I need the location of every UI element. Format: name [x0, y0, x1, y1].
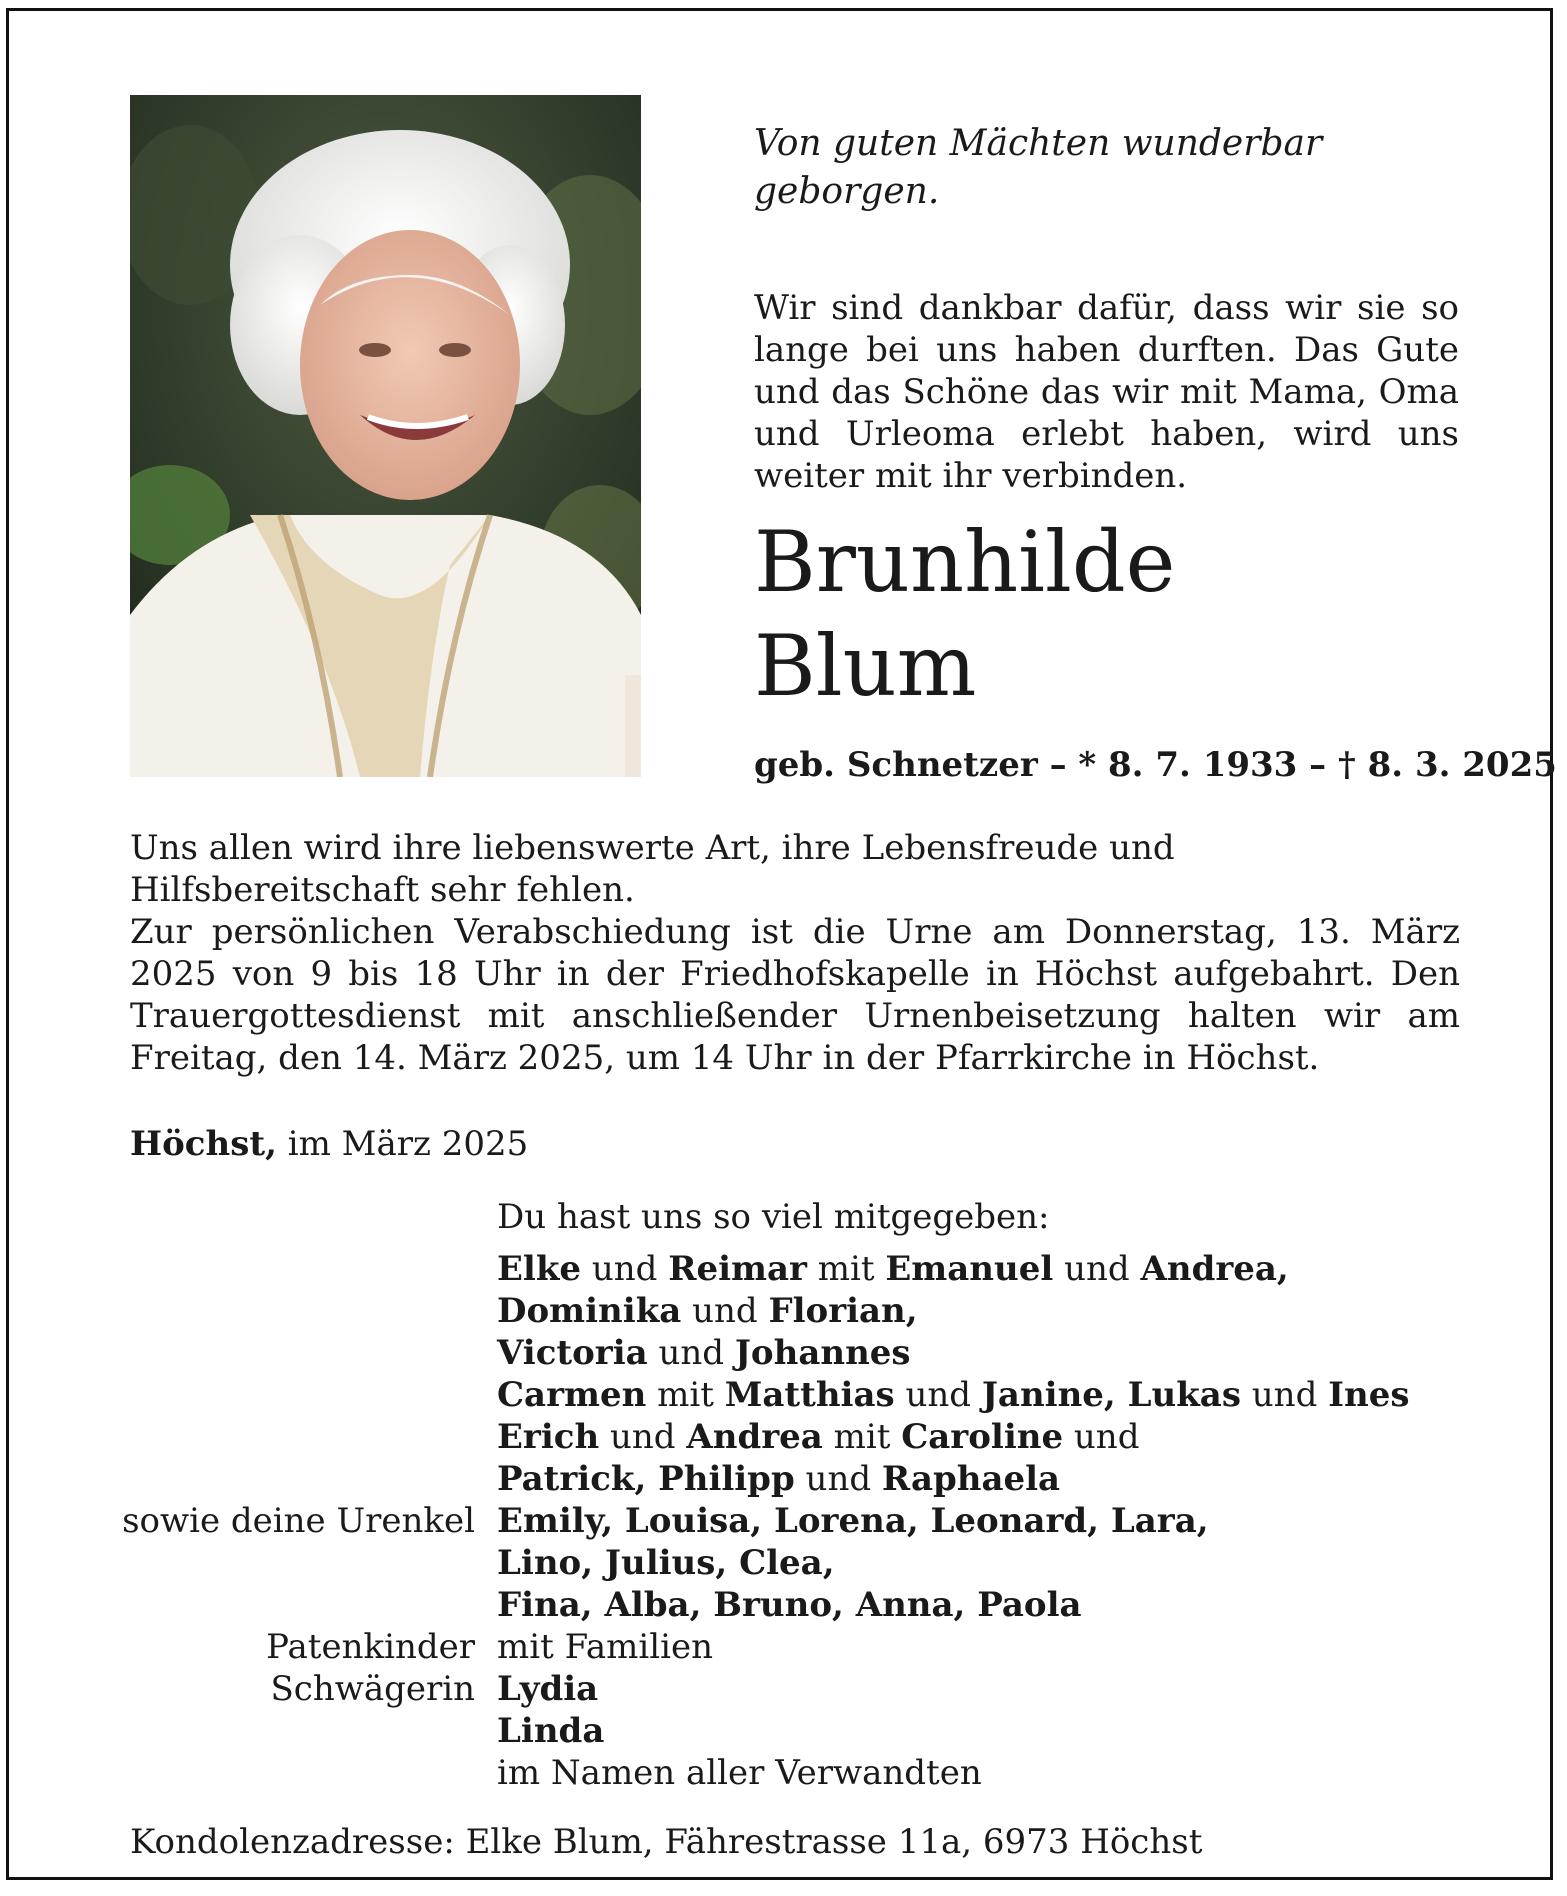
family-line: Lino, Julius, Clea,: [497, 1543, 835, 1583]
place-date: im März 2025: [276, 1124, 529, 1164]
family-line: Carmen mit Matthias und Janine, Lukas und Ines: [497, 1375, 1410, 1415]
tribute-paragraph: Uns allen wird ihre liebenswerte Art, ihre Lebensfreude und Hilfsbereitschaft sehr fehlen.: [130, 828, 1175, 910]
gratitude-text: Wir sind dankbar dafür, dass wir sie so lange bei uns haben durften. Das Gute und das Schöne das wir mit Mama, Oma und Urleoma erlebt haben, wird uns weiter mit ihr verbinden.: [754, 288, 1459, 496]
family-line: Erich und Andrea mit Caroline und: [497, 1417, 1140, 1457]
family-line: Dominika und Florian,: [497, 1291, 918, 1331]
family-line: Patrick, Philipp und Raphaela: [497, 1459, 1061, 1499]
family-line: Emily, Louisa, Lorena, Leonard, Lara,: [497, 1501, 1209, 1541]
family-line: Elke und Reimar mit Emanuel und Andrea,: [497, 1249, 1289, 1289]
family-line: Victoria und Johannes: [497, 1333, 911, 1373]
family-intro: Du hast uns so viel mitgegeben:: [497, 1197, 1050, 1237]
portrait-photo: [130, 95, 641, 777]
last-name: Blum: [754, 617, 977, 715]
deceased-name: [754, 510, 1514, 718]
family-line: Linda: [497, 1711, 605, 1751]
family-line: Lydia: [497, 1669, 599, 1709]
patenkinder-label: Patenkinder: [266, 1627, 475, 1667]
ceremony-paragraph: Zur persönlichen Verabschiedung ist die Urne am Donnerstag, 13. März 2025 von 9 bis 18 Uhr in der Friedhofskapelle in Höchst aufgebahrt. Den Trauergottesdienst mit anschließender Urnenbeisetzung halten wir am Freitag, den 14. März 2025, um 14 Uhr in der Pfarrkirche in Höchst.: [130, 912, 1460, 1078]
family-line: im Namen aller Verwandten: [497, 1753, 982, 1793]
birth-death-dates: geb. Schnetzer – * 8. 7. 1933 – † 8. 3. 2025: [754, 745, 1557, 785]
portrait-image: [130, 95, 641, 777]
family-line: mit Familien: [497, 1627, 714, 1667]
first-name: Brunhilde: [754, 513, 1176, 611]
family-line: Fina, Alba, Bruno, Anna, Paola: [497, 1585, 1082, 1625]
motto-quote: Von guten Mächten wunderbar geborgen.: [754, 123, 1323, 212]
place-town: Höchst,: [130, 1124, 277, 1164]
urenkel-label: sowie deine Urenkel: [122, 1501, 475, 1541]
place-date-line: [130, 1122, 528, 1166]
schwaegerin-label: Schwägerin: [270, 1669, 475, 1709]
condolence-address: Kondolenzadresse: Elke Blum, Fährestrasse 11a, 6973 Höchst: [130, 1822, 1203, 1862]
